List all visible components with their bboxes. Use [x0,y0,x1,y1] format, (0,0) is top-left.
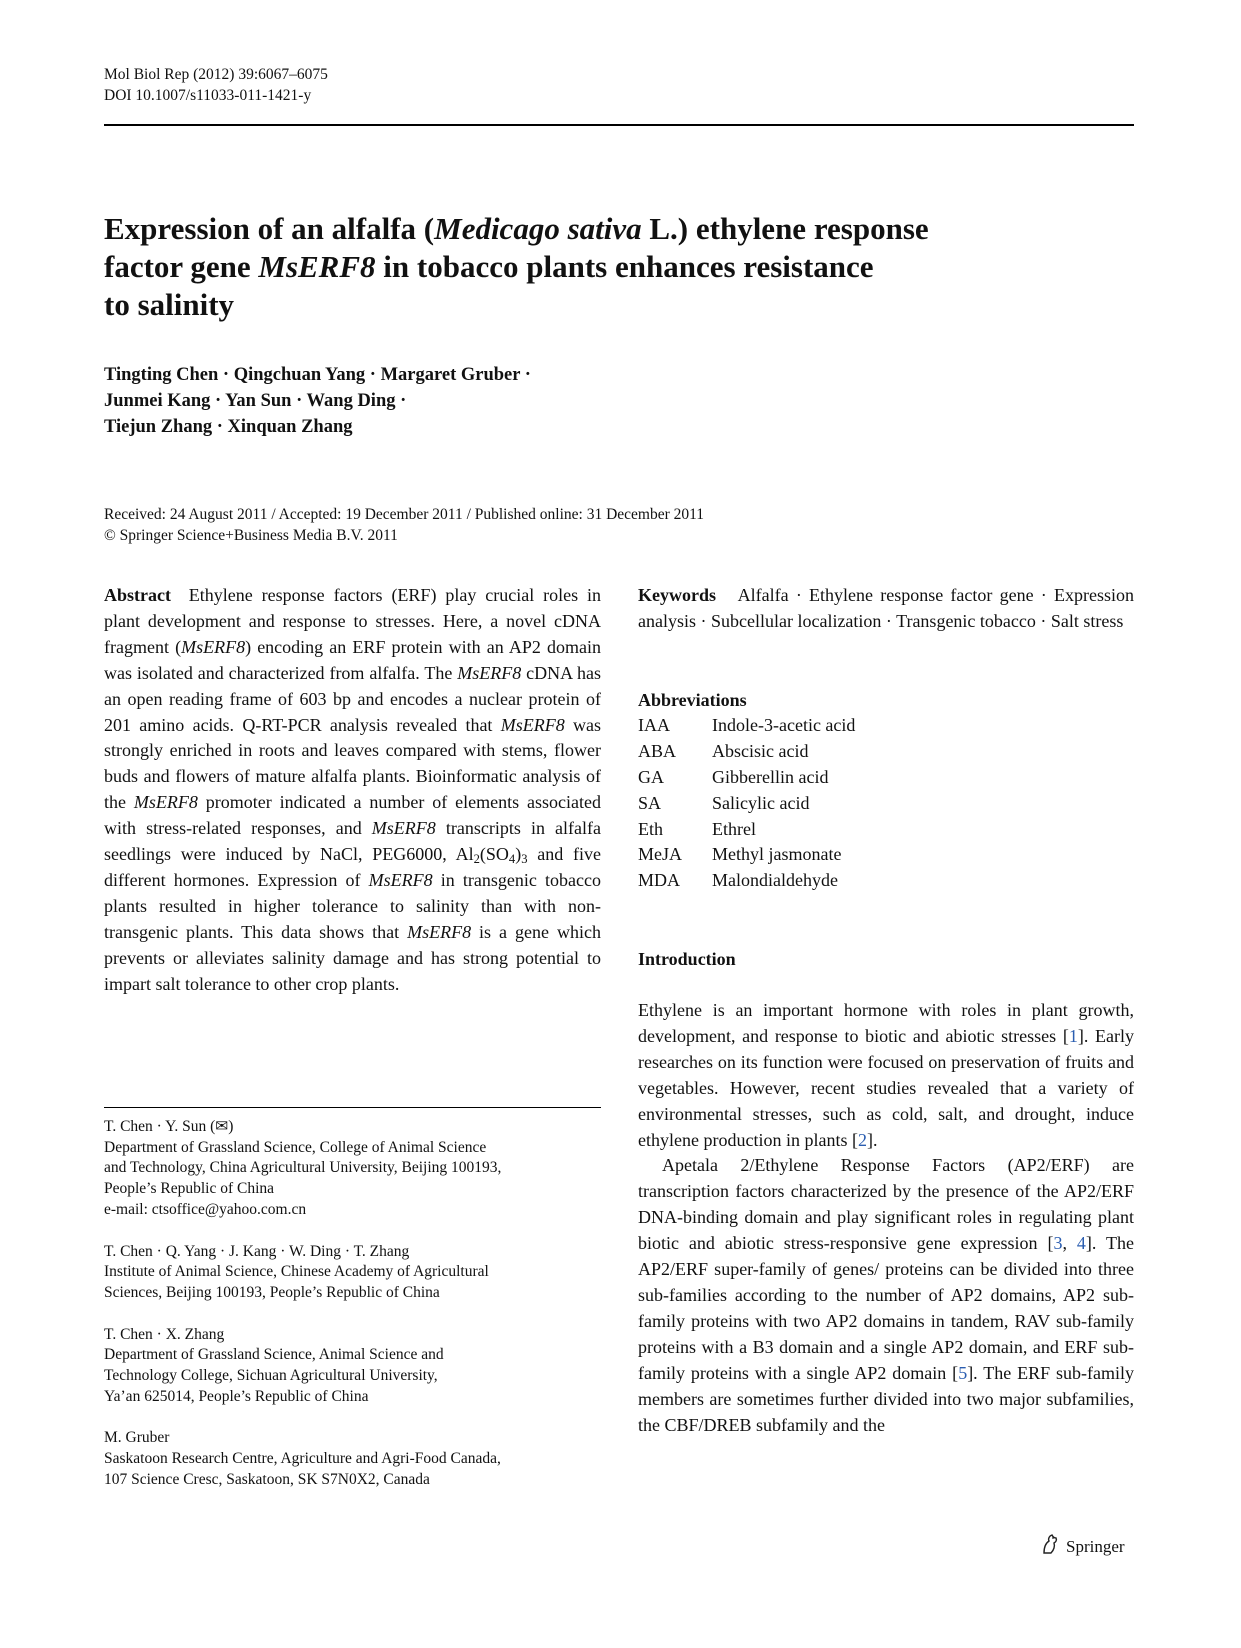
copyright-line: © Springer Science+Business Media B.V. 2011 [104,527,398,544]
keywords-text: Alfalfa · Ethylene response factor gene · Expression analysis · Subcellular localization · Transgenic tobacco · Salt stress [638,585,1135,631]
introduction-body [638,998,1134,1438]
affiliations [104,1117,601,1512]
affiliation-rule [104,1107,601,1108]
authors-line-1[interactable]: Tingting Chen · Qingchuan Yang · Margaret Gruber · [104,365,531,385]
article-title: Expression of an alfalfa (Medicago sativa L.) ethylene response factor gene MsERF8 in tobacco plants enhances resistance to salinity [104,211,929,322]
abbreviation-row: MeJA Methyl jasmonate [638,844,842,865]
intro-paragraph-2: Apetala 2/Ethylene Response Factors (AP2/ERF) are transcription factors characterized by the presence of the AP2/ERF DNA-binding domain and play significant roles in regulating plant biotic and abiotic stress-responsive gene expression [3, 4]. The AP2/ERF super-family of genes/ proteins can be divided into three sub-families according to the number of AP2 domains, AP2 sub-family proteins with two AP2 domains in tandem, RAV sub-family proteins with a B3 domain and a single AP2 domain, and ERF sub-family proteins with a single AP2 domain [5]. The ERF sub-family members are sometimes further divided into two major subfamilies, the CBF/DREB subfamily and the [638,1155,1135,1435]
keywords [638,583,1134,635]
abbreviations-list [638,713,1134,894]
header-rule [104,124,1134,126]
abbreviation-row: GA Gibberellin acid [638,766,829,787]
authors-line-3[interactable]: Tiejun Zhang · Xinquan Zhang [104,417,353,437]
citation-link[interactable]: 4 [1076,1233,1086,1254]
publisher-name: Springer [1066,1536,1125,1556]
abbreviation-row: SA Salicylic acid [638,792,810,813]
dates-line: Received: 24 August 2011 / Accepted: 19 December 2011 / Published online: 31 December 2011 [104,506,705,523]
affiliation-block: M. Gruber Saskatoon Research Centre, Agriculture and Agri-Food Canada, 107 Science Cresc, Saskatoon, SK S7N0X2, Canada [104,1429,501,1488]
affiliation-block: T. Chen · X. Zhang Department of Grassland Science, Animal Science and Technology College, Sichuan Agricultural University, Ya’an 625014, People’s Republic of China [104,1325,444,1405]
affiliation-block: T. Chen · Y. Sun (✉) Department of Grassland Science, College of Animal Science and Technology, China Agricultural University, Beijing 100193, People’s Republic of China e-mail: ctsoffice@yahoo.com.cn [104,1117,601,1221]
abstract: Abstract Ethylene response factors (ERF) play crucial roles in plant development and response to stresses. Here, a novel cDNA fragment (MsERF8) encoding an ERF protein with an AP2 domain was isolated and characterized from alfalfa. The MsERF8 cDNA has an open reading frame of 603 bp and encodes a nuclear protein of 201 amino acids. Q-RT-PCR analysis revealed that MsERF8 was strongly enriched in roots and leaves compared with stems, flower buds and flowers of mature alfalfa plants. Bioinformatic analysis of the MsERF8 promoter indicated a number of elements associated with stress-related responses, and MsERF8 transcripts in alfalfa seedlings were induced by NaCl, PEG6000, $Al_2(SO_4)_3$ and five different hormones. Expression of MsERF8 in transgenic tobacco plants resulted in higher tolerance to salinity than with non-transgenic plants. This data shows that MsERF8 is a gene which prevents or alleviates salinity damage and has strong potential to impart salt tolerance to other crop plants. [104,585,602,994]
author-list [104,362,531,440]
abstract-label: Abstract [104,585,171,605]
citation-link[interactable]: 2 [857,1129,867,1150]
journal-header [104,64,328,106]
intro-paragraph-1: Ethylene is an important hormone with roles in plant growth, development, and response to biotic and abiotic stresses [1]. Early researches on its function were focused on preservation of fruits and vegetables. However, recent studies revealed that a variety of environmental stresses, such as cold, salt, and drought, induce ethylene production in plants [2]. [638,1000,1134,1150]
doi[interactable]: DOI 10.1007/s11033-011-1421-y [104,87,312,104]
publisher-footer [1040,1533,1125,1560]
email-link[interactable]: e-mail: ctsoffice@yahoo.com.cn [104,1200,307,1218]
abbreviation-row: MDA Malondialdehyde [638,870,838,891]
citation-link[interactable]: 3 [1053,1233,1063,1254]
affiliation-block: T. Chen · Q. Yang · J. Kang · W. Ding · T. Zhang Institute of Animal Science, Chinese Academy of Agricultural Sciences, Beijing 100193, People’s Republic of China [104,1242,489,1301]
authors-line-2[interactable]: Junmei Kang · Yan Sun · Wang Ding · [104,391,407,411]
springer-horse-icon [1040,1533,1060,1560]
publication-dates [104,504,704,546]
citation-link[interactable]: 1 [1068,1025,1078,1046]
abbreviation-row: IAA Indole-3-acetic acid [638,715,856,735]
citation-link[interactable]: 5 [958,1362,968,1383]
keywords-label: Keywords [638,585,716,605]
journal-citation: Mol Biol Rep (2012) 39:6067–6075 [104,66,328,83]
abbreviation-row: Eth Ethrel [638,818,756,839]
introduction-heading: Introduction [638,949,736,969]
abbreviations-heading: Abbreviations [638,690,747,710]
abbreviation-row: ABA Abscisic acid [638,740,809,761]
